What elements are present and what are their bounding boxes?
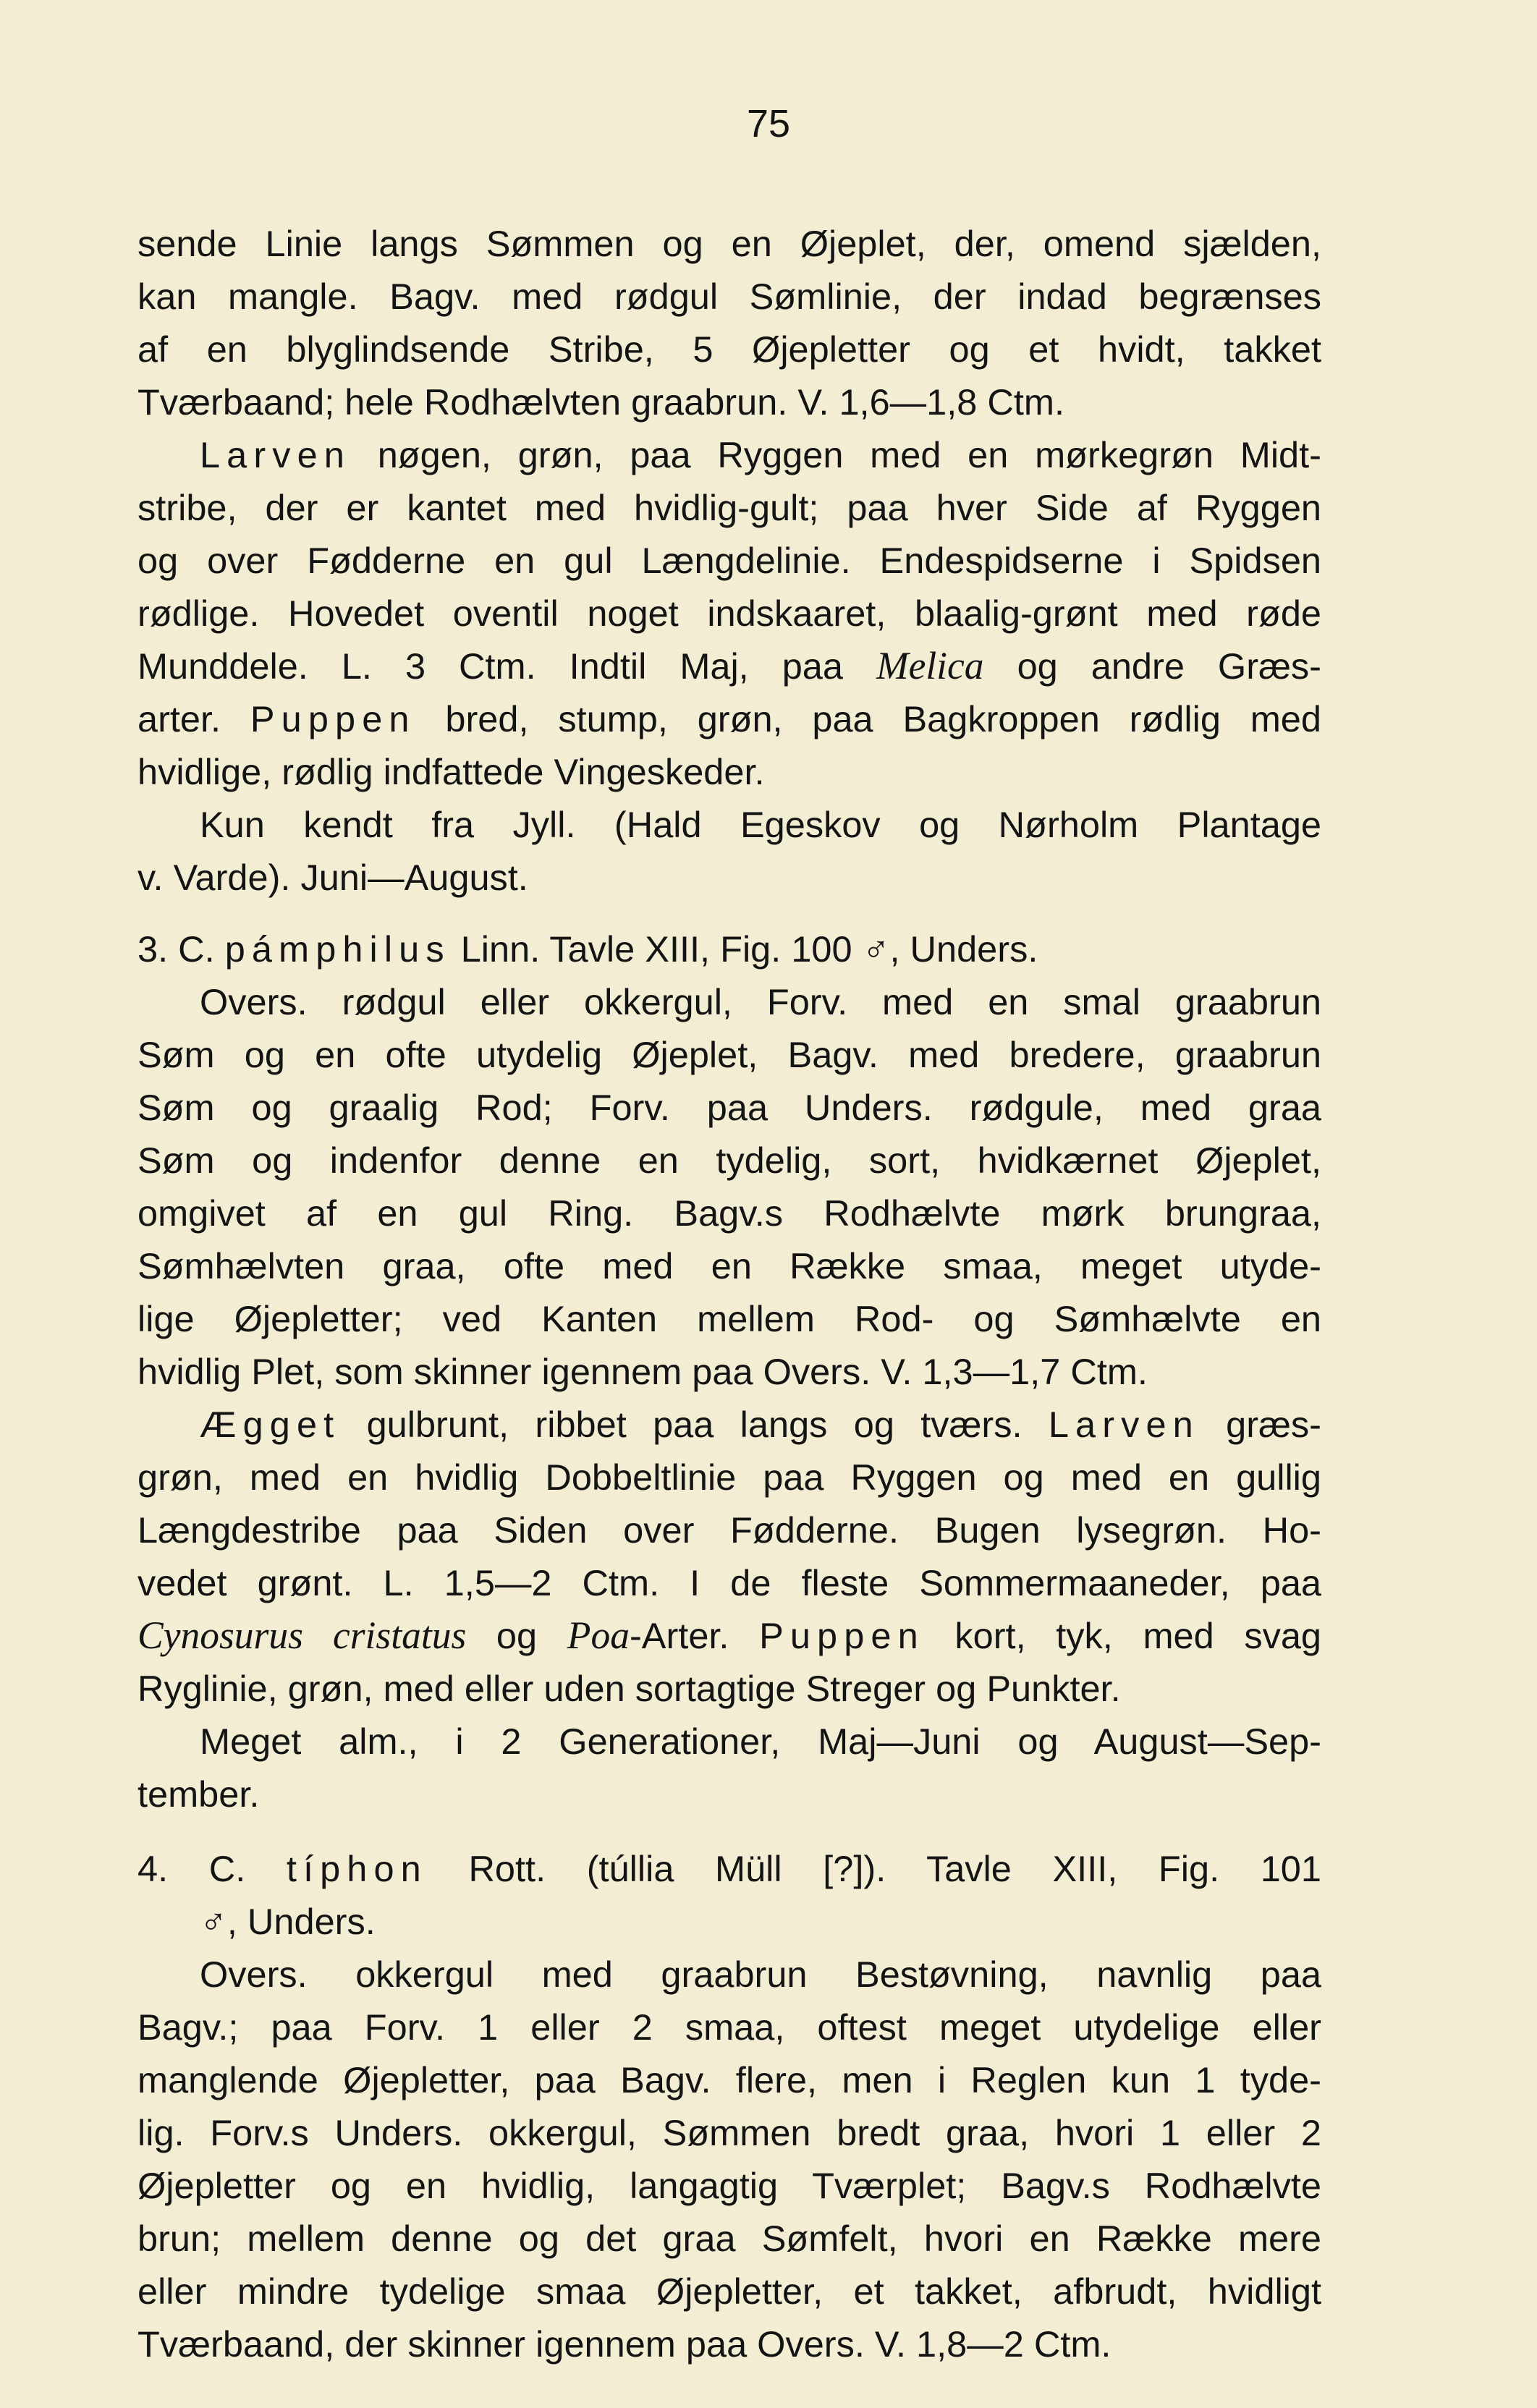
text-segment: og [466,1615,567,1656]
text-line: rødlige. Hovedet oventil noget indskaaret, blaalig-grønt med røde [137,593,1321,634]
text-line: hvidlig Plet, som skinner igennem paa Overs. V. 1,3—1,7 Ctm. [137,1351,1148,1392]
text-line [137,1398,1321,1451]
text-line: sende Linie langs Sømmen og en Øjeplet, der, omend sjælden, [137,223,1321,264]
text-line: Kun kendt fra Jyll. (Hald Egeskov og Nørholm Plantage [200,804,1321,845]
spacer [137,904,1321,923]
text-segment: Munddele. L. 3 Ctm. Indtil Maj, paa [137,645,876,687]
paragraph-larva-description [137,428,1321,798]
text-line [137,1842,1321,1895]
text-line: brun; mellem denne og det graa Sømfelt, hvori en Række mere [137,2218,1321,2259]
paragraph-distribution [137,798,1321,904]
text-segment: bred, stump, grøn, paa Bagkroppen rødlig med [415,698,1321,739]
text-line [137,640,1321,692]
text-segment: -Arter. [629,1615,760,1656]
text-segment: nøgen, grøn, paa Ryggen med en mørkegrøn Midt- [350,434,1321,475]
italic-genus: Poa [567,1614,630,1657]
spacer [137,1820,1321,1842]
spaced-term: Larven [1048,1404,1200,1445]
body-text [137,217,1321,2370]
text-line [137,923,1321,975]
text-segment: gulbrunt, ribbet paa langs og tværs. [340,1404,1049,1445]
spaced-term: Puppen [250,698,416,739]
text-line: ♂, Unders. [200,1901,376,1942]
text-line [137,428,1321,481]
species-number: 3. C. [137,928,225,970]
page-number: 75 [746,102,791,145]
paragraph-pamphilus-occurrence [137,1715,1321,1820]
spaced-term: Larven [200,434,351,475]
text-line: Sømhælvten graa, ofte med en Række smaa, meget utyde- [137,1245,1321,1286]
text-line: Søm og indenfor denne en tydelig, sort, hvidkærnet Øjeplet, [137,1140,1321,1181]
species-name: pámphilus [224,928,451,970]
text-line: kan mangle. Bagv. med rødgul Sømlinie, der indad begrænses [137,276,1321,317]
species-heading-pamphilus [137,923,1321,975]
paragraph-pamphilus-egg-larva [137,1398,1321,1715]
spaced-term: Ægget [200,1404,341,1445]
text-segment: Rott. (túllia Müll [?]). Tavle XIII, Fig. 101 [427,1848,1321,1889]
text-line: Tværbaand; hele Rodhælvten graabrun. V. 1,6—1,8 Ctm. [137,381,1064,423]
text-segment: arter. [137,698,250,739]
text-line: stribe, der er kantet med hvidlig-gult; paa hver Side af Ryggen [137,487,1321,528]
text-line: manglende Øjepletter, paa Bagv. flere, men i Reglen kun 1 tyde- [137,2059,1321,2100]
text-line: Tværbaand, der skinner igennem paa Overs. V. 1,8—2 Ctm. [137,2323,1112,2365]
text-line: omgivet af en gul Ring. Bagv.s Rodhælvte mørk brungraa, [137,1192,1321,1234]
text-line: Overs. rødgul eller okkergul, Forv. med en smal graabrun [200,981,1321,1022]
text-segment: Linn. Tavle XIII, Fig. 100 ♂, Unders. [450,928,1038,970]
spaced-term: Puppen [759,1615,925,1656]
paragraph-pamphilus-description [137,975,1321,1398]
paragraph-wing-description-continued [137,217,1321,428]
text-segment: og andre Græs- [983,645,1321,687]
text-line: hvidlige, rødlig indfattede Vingeskeder. [137,751,765,792]
species-name: típhon [286,1848,428,1889]
text-line: Øjepletter og en hvidlig, langagtig Tværplet; Bagv.s Rodhælvte [137,2165,1321,2206]
text-line: Søm og en ofte utydelig Øjeplet, Bagv. med bredere, graabrun [137,1034,1321,1075]
text-segment: græs- [1199,1404,1321,1445]
text-line: Længdestribe paa Siden over Fødderne. Bugen lysegrøn. Ho- [137,1509,1321,1551]
text-line: v. Varde). Juni—August. [137,857,528,898]
text-line: vedet grønt. L. 1,5—2 Ctm. I de fleste Sommermaaneder, paa [137,1562,1321,1603]
text-line: Bagv.; paa Forv. 1 eller 2 smaa, oftest meget utydelige eller [137,2006,1321,2048]
text-segment: kort, tyk, med svag [924,1615,1321,1656]
text-line: Overs. okkergul med graabrun Bestøvning, navnlig paa [200,1954,1321,1995]
text-line: Søm og graalig Rod; Forv. paa Unders. rødgule, med graa [137,1087,1321,1128]
species-heading-tiphon [137,1842,1321,1948]
text-line: tember. [137,1773,260,1815]
text-line [137,1609,1321,1662]
text-line: Meget alm., i 2 Generationer, Maj—Juni og August—Sep- [200,1721,1321,1762]
paragraph-tiphon-description [137,1948,1321,2370]
text-line: af en blyglindsende Stribe, 5 Øjepletter og et hvidt, takket [137,328,1321,370]
text-line: grøn, med en hvidlig Dobbeltlinie paa Ryggen og med en gullig [137,1457,1321,1498]
italic-genus: Melica [876,644,984,687]
text-line: og over Fødderne en gul Længdelinie. Endespidserne i Spidsen [137,540,1321,581]
text-line: lige Øjepletter; ved Kanten mellem Rod- og Sømhælvte en [137,1298,1321,1339]
italic-species: Cynosurus cristatus [137,1614,467,1657]
species-number: 4. C. [137,1848,287,1889]
text-line: Ryglinie, grøn, med eller uden sortagtige Streger og Punkter. [137,1668,1121,1709]
text-line: lig. Forv.s Unders. okkergul, Sømmen bredt graa, hvori 1 eller 2 [137,2112,1321,2153]
text-line: eller mindre tydelige smaa Øjepletter, et takket, afbrudt, hvidligt [137,2271,1321,2312]
text-line [137,692,1321,745]
